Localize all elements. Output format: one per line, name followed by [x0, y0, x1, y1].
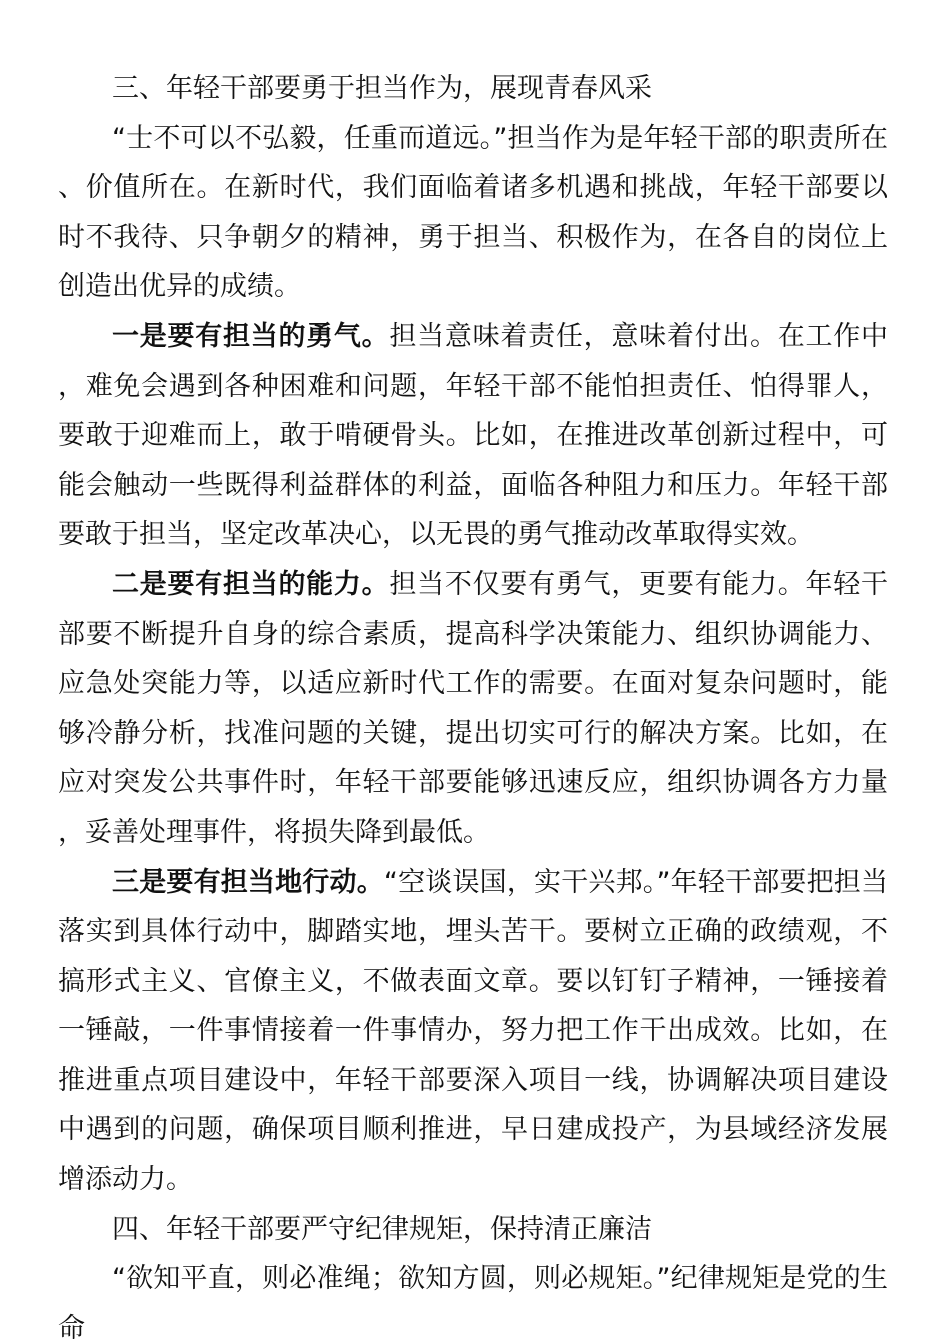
point-action-lead: 三是要有担当地行动。	[112, 866, 384, 898]
point-courage	[58, 312, 888, 560]
point-courage-lead: 一是要有担当的勇气。	[112, 320, 390, 352]
point-action	[58, 858, 888, 1205]
section-heading-3-text: 三、年轻干部要勇于担当作为，展现青春风采	[112, 73, 652, 104]
point-ability-lead: 二是要有担当的能力。	[112, 568, 390, 600]
point-action-text: “空谈误国，实干兴邦。”年轻干部要把担当落实到具体行动中，脚踏实地，埋头苦干。要树立正确的政绩观，不搞形式主义、官僚主义，不做表面文章。要以钉钉子精神，一锤接着一锤敲，一件事情接着一件事情办，努力把工作干出成效。比如，在推进重点项目建设中，年轻干部要深入项目一线，协调解决项目建设中遇到的问题，确保项目顺利推进，早日建成投产，为县域经济发展增添动力。	[58, 866, 888, 1196]
intro-paragraph	[58, 114, 888, 312]
document-body	[58, 64, 888, 1344]
section-heading-4-text: 四、年轻干部要严守纪律规矩，保持清正廉洁	[112, 1213, 652, 1245]
point-courage-text: 担当意味着责任，意味着付出。在工作中，难免会遇到各种困难和问题，年轻干部不能怕担责任、怕得罪人，要敢于迎难而上，敢于啃硬骨头。比如，在推进改革创新过程中，可能会触动一些既得利益群体的利益，面临各种阻力和压力。年轻干部要敢于担当，坚定改革决心，以无畏的勇气推动改革取得实效。	[58, 320, 889, 551]
discipline-paragraph	[58, 1254, 888, 1344]
point-ability	[58, 560, 888, 858]
section-heading-4	[58, 1205, 888, 1255]
discipline-paragraph-text: “欲知平直，则必准绳；欲知方圆，则必规矩。”纪律规矩是党的生命	[58, 1263, 888, 1344]
point-ability-text: 担当不仅要有勇气，更要有能力。年轻干部要不断提升自身的综合素质，提高科学决策能力、组织协调能力、应急处突能力等，以适应新时代工作的需要。在面对复杂问题时，能够冷静分析，找准问题的关键，提出切实可行的解决方案。比如，在应对突发公共事件时，年轻干部要能够迅速反应，组织协调各方力量，妥善处理事件，将损失降到最低。	[58, 568, 889, 848]
section-heading-3	[58, 64, 888, 114]
intro-paragraph-text: “士不可以不弘毅，任重而道远。”担当作为是年轻干部的职责所在、价值所在。在新时代，我们面临着诸多机遇和挑战，年轻干部要以时不我待、只争朝夕的精神，勇于担当、积极作为，在各自的岗位上创造出优异的成绩。	[58, 122, 888, 303]
